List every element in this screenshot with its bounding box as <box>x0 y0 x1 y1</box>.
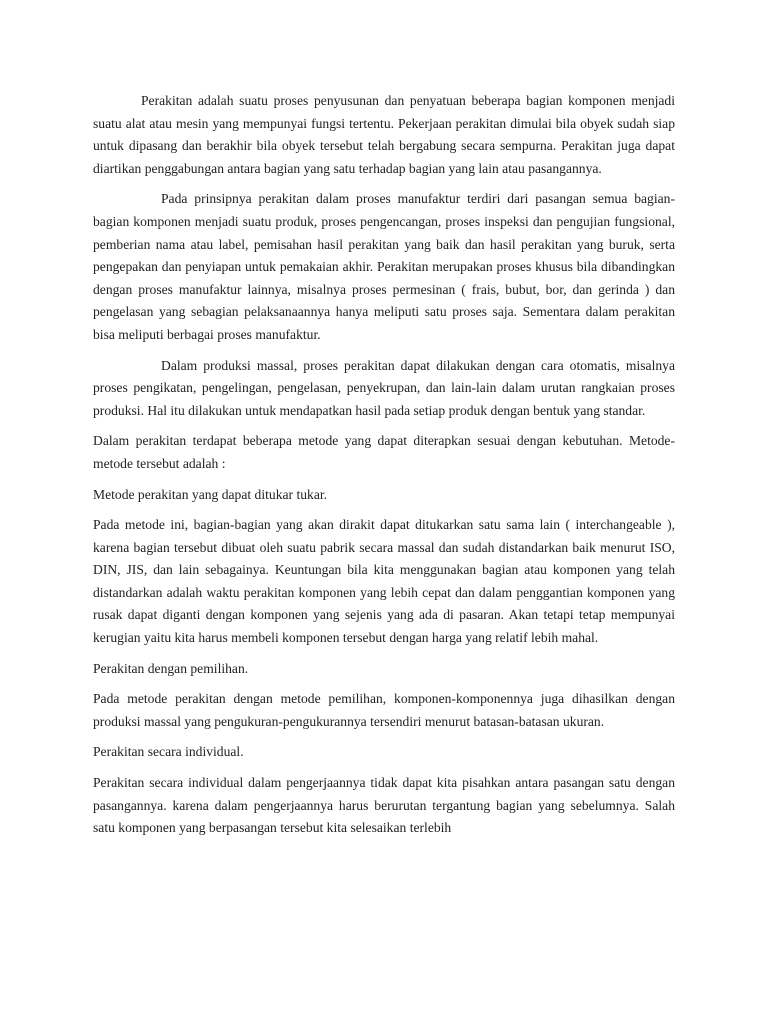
heading-interchangeable-method: Metode perakitan yang dapat ditukar tukar. <box>93 486 328 502</box>
heading-individual-assembly: Perakitan secara individual. <box>93 744 244 760</box>
heading-selective-assembly: Perakitan dengan pemilihan. <box>93 660 249 676</box>
paragraph-selective-assembly: Pada metode perakitan dengan metode pemilihan, komponen-komponennya juga dihasilkan dengan produksi massal yang pengukuran-pengukurannya tersendiri menurut batasan-batasan ukuran. <box>93 691 675 729</box>
paragraph-definition: Perakitan adalah suatu proses penyusunan dan penyatuan beberapa bagian komponen menjadi suatu alat atau mesin yang mempunyai fungsi tertentu. Pekerjaan perakitan dimulai bila obyek sudah siap untuk dipasang dan berakhir bila obyek tersebut telah bergabung secara sempurna. Perakitan juga dapat diartikan penggabungan antara bagian yang satu terhadap bagian yang lain atau pasangannya. <box>93 93 675 176</box>
paragraph-mass-production: Dalam produksi massal, proses perakitan dapat dilakukan dengan cara otomatis, misalnya proses pengikatan, pengelingan, pengelasan, penyekrupan, dan lain-lain dalam urutan rangkaian proses produksi. Hal itu dilakukan untuk mendapatkan hasil pada setiap produk dengan bentuk yang standar. <box>93 357 675 418</box>
paragraph-principle: Pada prinsipnya perakitan dalam proses manufaktur terdiri dari pasangan semua bagian-bagian komponen menjadi suatu produk, proses pengencangan, proses inspeksi dan pengujian fungsional, pemberian nama atau label, pemisahan hasil perakitan yang baik dan hasil perakitan yang buruk, serta pengepakan dan penyiapan untuk pemakaian akhir. Perakitan merupakan proses khusus bila dibandingkan dengan proses manufaktur lainnya, misalnya proses permesinan ( frais, bubut, bor, dan gerinda ) dan pengelasan yang sebagian pelaksanaannya hanya meliputi satu proses saja. Sementara dalam perakitan bisa meliputi berbagai proses manufaktur. <box>93 191 675 342</box>
paragraph-methods-intro: Dalam perakitan terdapat beberapa metode yang dapat diterapkan sesuai dengan kebutuhan. Metode-metode tersebut adalah : <box>93 433 675 471</box>
paragraph-individual-assembly: Perakitan secara individual dalam pengerjaannya tidak dapat kita pisahkan antara pasangan satu dengan pasangannya. karena dalam pengerjaannya harus berurutan tergantung bagian yang sebelumnya. Salah satu komponen yang berpasangan tersebut kita selesaikan terlebih <box>93 775 675 836</box>
paragraph-interchangeable-method: Pada metode ini, bagian-bagian yang akan dirakit dapat ditukarkan satu sama lain ( interchangeable ), karena bagian tersebut dibuat oleh suatu pabrik secara massal dan sudah distandarkan baik menurut ISO, DIN, JIS, dan lain sebagainya. Keuntungan bila kita menggunakan bagian atau komponen yang telah distandarkan adalah waktu perakitan komponen yang lebih cepat dan dalam penggantian komponen yang rusak dapat diganti dengan komponen yang sejenis yang ada di pasaran. Akan tetapi tetap mempunyai kerugian yaitu kita harus membeli komponen tersebut dengan harga yang relatif lebih mahal. <box>93 517 675 646</box>
document-page <box>93 90 675 848</box>
